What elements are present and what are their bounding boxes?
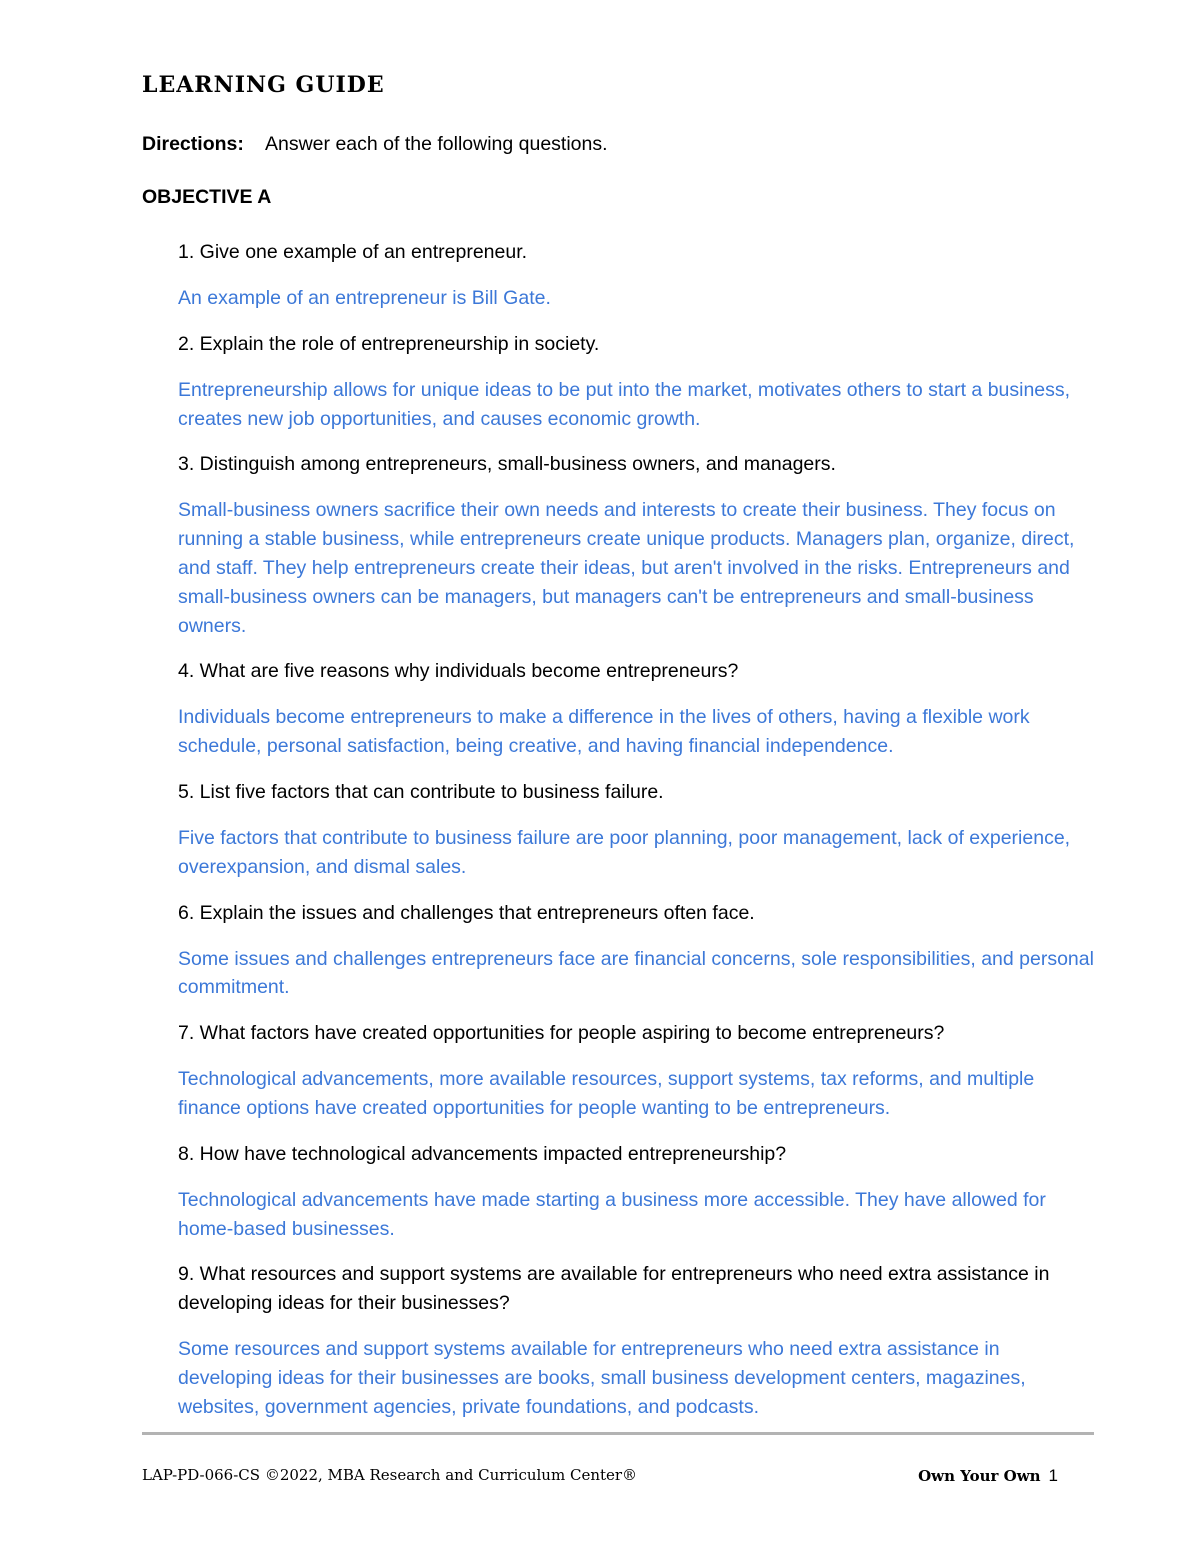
answer-text: Technological advancements have made starting a business more accessible. They have allowed for home-based businesses.: [178, 1188, 1046, 1240]
answer-text: Five factors that contribute to business failure are poor planning, poor management, lack of experience, overexpansion, and dismal sales.: [178, 826, 1071, 878]
page-title: LEARNING GUIDE: [142, 72, 385, 98]
footer-copyright: LAP-PD-066-CS ©2022, MBA Research and Curriculum Center®: [142, 1466, 638, 1484]
question-text: 6. Explain the issues and challenges that entrepreneurs often face.: [178, 901, 755, 924]
directions-label: Directions:: [142, 133, 244, 155]
question-item: [178, 657, 1098, 761]
question-text: 7. What factors have created opportunities for people aspiring to become entrepreneurs?: [178, 1022, 945, 1045]
question-text: 9. What resources and support systems are available for entrepreneurs who need extra assistance in developing ideas for their businesses?: [178, 1263, 1050, 1315]
objective-heading: OBJECTIVE A: [142, 186, 272, 208]
question-text: 2. Explain the role of entrepreneurship in society.: [178, 332, 600, 355]
question-text: 4. What are five reasons why individuals become entrepreneurs?: [178, 660, 739, 683]
question-text: 1. Give one example of an entrepreneur.: [178, 241, 528, 263]
answer-text: An example of an entrepreneur is Bill Gate.: [178, 287, 551, 309]
question-item: [178, 1260, 1098, 1421]
answer-text: Technological advancements, more available resources, support systems, tax reforms, and multiple finance options have created opportunities for people wanting to be entrepreneurs.: [178, 1068, 1035, 1119]
answer-text: Some resources and support systems available for entrepreneurs who need extra assistance in developing ideas for their businesses are books, small business development centers, magazines, websites, government agencies, private foundations, and podcasts.: [178, 1338, 1026, 1418]
directions: [142, 133, 608, 156]
question-item: [178, 899, 1098, 1003]
question-item: [178, 330, 1098, 434]
question-text: 5. List five factors that can contribute to business failure.: [178, 780, 664, 803]
answer-text: Entrepreneurship allows for unique ideas to be put into the market, motivates others to start a business, creates new job opportunities, and causes economic growth.: [178, 378, 1071, 430]
answer-text: Individuals become entrepreneurs to make a difference in the lives of others, having a flexible work schedule, personal satisfaction, being creative, and having financial independence.: [178, 706, 1030, 758]
question-list: [178, 238, 1098, 1439]
footer-section-label: Own Your Own: [918, 1467, 1041, 1485]
answer-text: Some issues and challenges entrepreneurs face are financial concerns, sole responsibilities, and personal commitment.: [178, 947, 1094, 999]
directions-text: Answer each of the following questions.: [265, 133, 608, 155]
footer-divider: [142, 1432, 1094, 1435]
question-text: 8. How have technological advancements impacted entrepreneurship?: [178, 1142, 787, 1165]
answer-text: Small-business owners sacrifice their own needs and interests to create their business. They focus on running a stable business, while entrepreneurs create unique products. Managers plan, organize, direct, and staff. They help entrepreneurs create their ideas, but aren't involved in the risks. Entrepreneurs and small-business owners can be managers, but managers can't be entrepreneurs and small-business owners.: [178, 499, 1075, 637]
question-text: 3. Distinguish among entrepreneurs, small-business owners, and managers.: [178, 453, 836, 476]
footer-section: [918, 1466, 1058, 1486]
page-number: 1: [1048, 1466, 1058, 1485]
question-item: [178, 450, 1098, 640]
question-item: [178, 1019, 1098, 1123]
question-item: [178, 778, 1098, 882]
question-item: [178, 238, 1098, 313]
question-item: [178, 1140, 1098, 1244]
